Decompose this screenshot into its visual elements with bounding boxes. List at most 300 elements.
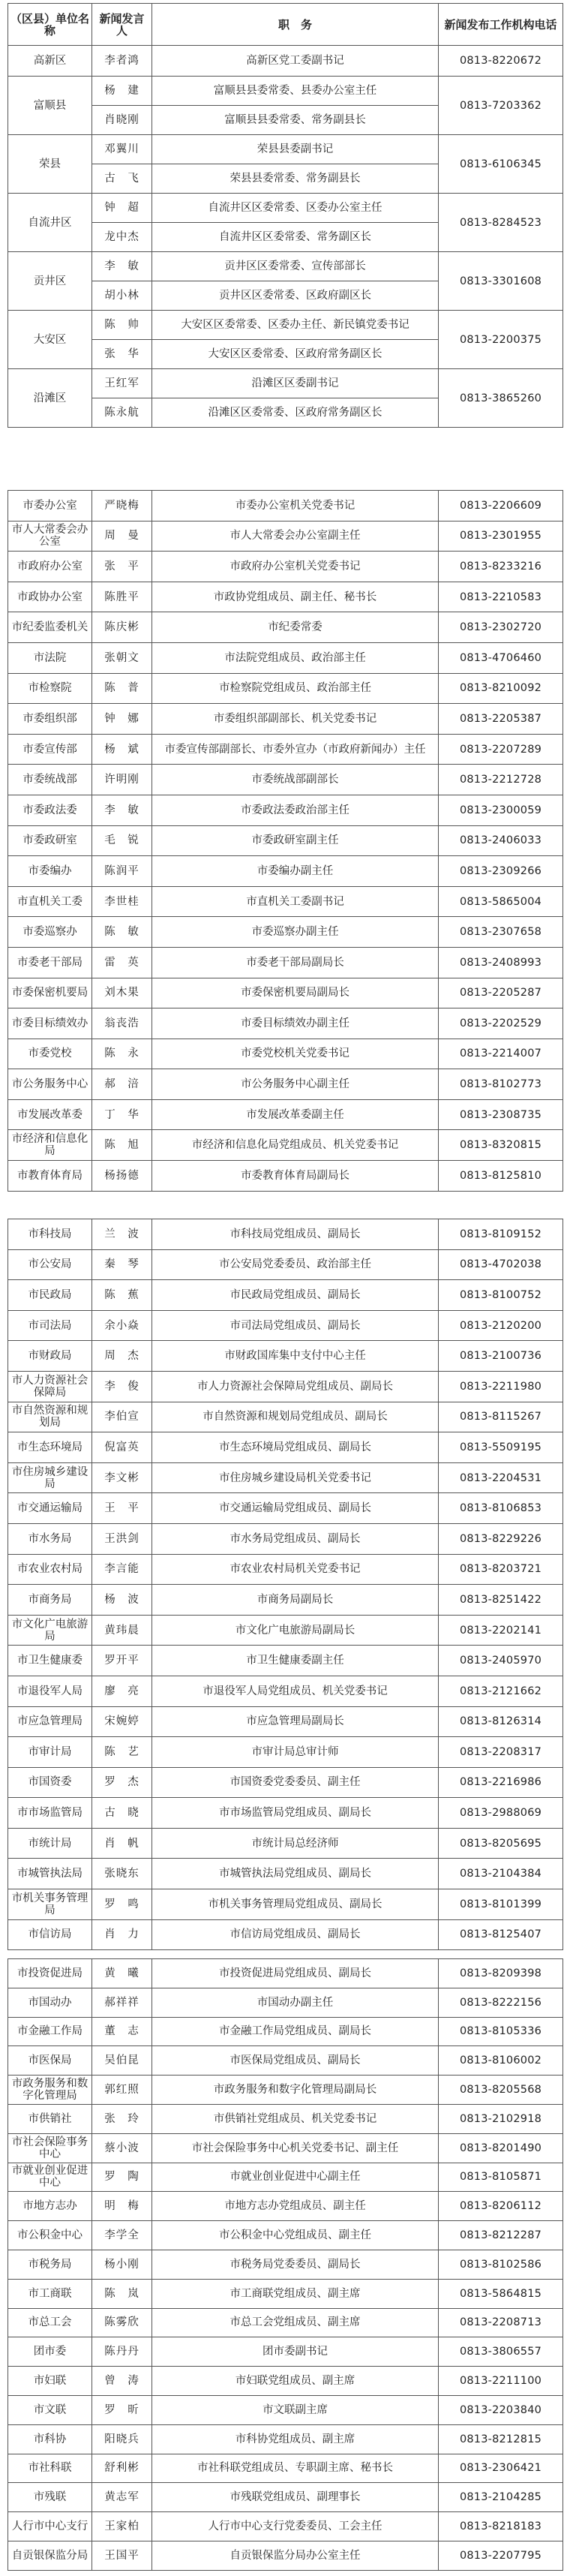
position-cell: 市总工会党组成员、副主席 [152, 2308, 439, 2337]
unit-name-cell: 市信访局 [8, 1919, 92, 1950]
district-spokesperson-table [8, 3, 563, 428]
position-cell: 市财政国库集中支付中心主任 [152, 1341, 439, 1372]
table-row [8, 491, 563, 522]
phone-cell: 0813-2406033 [439, 825, 563, 856]
spokesperson-name-cell: 罗开平 [92, 1646, 152, 1676]
phone-cell: 0813-8102586 [439, 2250, 563, 2279]
unit-name-cell: 市交通运输局 [8, 1493, 92, 1524]
unit-name-cell: 自贡银保监分局 [8, 2541, 92, 2570]
position-cell: 市经济和信息化局党组成员、机关党委书记 [152, 1130, 439, 1161]
spokesperson-name-cell: 郝 涪 [92, 1069, 152, 1100]
phone-cell: 0813-2206609 [439, 491, 563, 522]
phone-cell: 0813-8206112 [439, 2192, 563, 2221]
position-cell: 市委统战部副部长 [152, 765, 439, 795]
table-row [8, 1767, 563, 1798]
position-cell: 市国资委党委委员、副主任 [152, 1767, 439, 1798]
table-row [8, 1585, 563, 1616]
table-row [8, 642, 563, 673]
phone-cell: 0813-2121662 [439, 1676, 563, 1706]
spokesperson-name-cell: 吴伯昆 [92, 2046, 152, 2076]
table-row [8, 77, 563, 106]
table-row [8, 947, 563, 978]
spokesperson-name-cell: 罗 陶 [92, 2163, 152, 2192]
position-cell: 市检察院党组成员、政治部主任 [152, 673, 439, 704]
phone-cell: 0813-2302720 [439, 612, 563, 643]
phone-cell: 0813-2203840 [439, 2395, 563, 2424]
unit-name-cell: 市自然资源和规划局 [8, 1402, 92, 1432]
position-cell: 市委政研室副主任 [152, 825, 439, 856]
table-row [8, 1706, 563, 1737]
table-row [8, 917, 563, 948]
position-cell: 沿滩区区委副书记 [152, 369, 439, 398]
position-cell: 荣县县委副书记 [152, 135, 439, 164]
spokesperson-name-cell: 杨 波 [92, 1585, 152, 1616]
table-row [8, 2395, 563, 2424]
position-cell: 市纪委常委 [152, 612, 439, 643]
spokesperson-name-cell: 舒利彬 [92, 2454, 152, 2483]
unit-name-cell: 市检察院 [8, 673, 92, 704]
position-cell: 市委宣传部副部长、市委外宣办（市政府新闻办）主任 [152, 734, 439, 765]
position-cell: 富顺县县委常委、常务副县长 [152, 106, 439, 135]
unit-name-cell: 市供销社 [8, 2104, 92, 2133]
phone-cell: 0813-8218183 [439, 2512, 563, 2541]
phone-cell: 0813-8100752 [439, 1280, 563, 1311]
phone-cell: 0813-2307658 [439, 917, 563, 948]
spokesperson-name-cell: 杨扬德 [92, 1161, 152, 1192]
table-row [8, 1676, 563, 1706]
position-cell: 市国动办副主任 [152, 1988, 439, 2017]
phone-cell: 0813-7203362 [439, 77, 563, 135]
spokesperson-name-cell: 黄 曦 [92, 1959, 152, 1988]
phone-cell: 0813-3301608 [439, 252, 563, 311]
phone-cell: 0813-2308735 [439, 1099, 563, 1130]
unit-name-cell: 市发展改革委 [8, 1099, 92, 1130]
phone-cell: 0813-8203721 [439, 1554, 563, 1585]
unit-name-cell: 大安区 [8, 311, 92, 369]
phone-cell: 0813-8212815 [439, 2424, 563, 2454]
spokesperson-name-cell: 郭红照 [92, 2076, 152, 2105]
table-row [8, 1828, 563, 1859]
position-cell: 自流井区区委常委、常务副区长 [152, 223, 439, 252]
phone-cell: 0813-2988069 [439, 1798, 563, 1829]
phone-cell: 0813-5864815 [439, 2279, 563, 2308]
unit-name-cell: 富顺县 [8, 77, 92, 135]
header-position: 职 务 [152, 4, 439, 46]
phone-cell: 0813-2211100 [439, 2367, 563, 2396]
spokesperson-name-cell: 陈雾欣 [92, 2308, 152, 2337]
phone-cell: 0813-4702038 [439, 1249, 563, 1280]
unit-name-cell: 市生态环境局 [8, 1432, 92, 1463]
spokesperson-name-cell: 张 玲 [92, 2104, 152, 2133]
municipal-party-organs-table [8, 490, 563, 1192]
unit-name-cell: 市总工会 [8, 2308, 92, 2337]
unit-name-cell: 高新区 [8, 46, 92, 77]
spokesperson-name-cell: 张 华 [92, 340, 152, 369]
spokesperson-name-cell: 陈丹丹 [92, 2337, 152, 2367]
phone-cell: 0813-8201490 [439, 2133, 563, 2163]
table-row [8, 2017, 563, 2046]
phone-cell: 0813-8125407 [439, 1919, 563, 1950]
table-row [8, 2279, 563, 2308]
position-cell: 团市委副书记 [152, 2337, 439, 2367]
phone-cell: 0813-8229226 [439, 1523, 563, 1554]
header-person: 新闻发言人 [92, 4, 152, 46]
spokesperson-name-cell: 余小焱 [92, 1310, 152, 1341]
unit-name-cell: 荣县 [8, 135, 92, 194]
spokesperson-name-cell: 黄志军 [92, 2483, 152, 2512]
table-row [8, 1432, 563, 1463]
unit-name-cell: 市委巡察办 [8, 917, 92, 948]
table-row [8, 1493, 563, 1524]
unit-name-cell: 市政府办公室 [8, 552, 92, 582]
spokesperson-name-cell: 秦 琴 [92, 1249, 152, 1280]
phone-cell: 0813-2309266 [439, 856, 563, 887]
position-cell: 沿滩区区委常委、区政府常务副区长 [152, 398, 439, 428]
table-row [8, 765, 563, 795]
spokesperson-name-cell: 肖 力 [92, 1919, 152, 1950]
position-cell: 市文化广电旅游局副局长 [152, 1615, 439, 1646]
unit-name-cell: 贡井区 [8, 252, 92, 311]
position-cell: 市税务局党委委员、副局长 [152, 2250, 439, 2279]
spokesperson-name-cell: 李言能 [92, 1554, 152, 1585]
position-cell: 市政协党组成员、副主任、秘书长 [152, 582, 439, 612]
phone-cell: 0813-2207289 [439, 734, 563, 765]
unit-name-cell: 市民政局 [8, 1280, 92, 1311]
unit-name-cell: 市机关事务管理局 [8, 1889, 92, 1920]
unit-name-cell: 市文化广电旅游局 [8, 1615, 92, 1646]
position-cell: 市供销社党组成员、机关党委书记 [152, 2104, 439, 2133]
phone-cell: 0813-8205695 [439, 1828, 563, 1859]
phone-cell: 0813-5509195 [439, 1432, 563, 1463]
table-row [8, 1099, 563, 1130]
spokesperson-name-cell: 邓翼川 [92, 135, 152, 164]
spokesperson-name-cell: 陈 旭 [92, 1130, 152, 1161]
unit-name-cell: 市投资促进局 [8, 1959, 92, 1988]
unit-name-cell: 市金融工作局 [8, 2017, 92, 2046]
spokesperson-name-cell: 李 敏 [92, 252, 152, 281]
table-row [8, 521, 563, 552]
phone-cell: 0813-8106002 [439, 2046, 563, 2076]
unit-name-cell: 市人力资源社会保障局 [8, 1371, 92, 1402]
table-row [8, 978, 563, 1008]
unit-name-cell: 人行市中心支行 [8, 2512, 92, 2541]
spokesperson-name-cell: 张 平 [92, 552, 152, 582]
spokesperson-name-cell: 倪富英 [92, 1432, 152, 1463]
unit-name-cell: 市公安局 [8, 1249, 92, 1280]
unit-name-cell: 市残联 [8, 2483, 92, 2512]
spokesperson-name-cell: 钟 超 [92, 194, 152, 223]
table-row [8, 856, 563, 887]
phone-cell: 0813-8233216 [439, 552, 563, 582]
phone-cell: 0813-8109152 [439, 1219, 563, 1250]
table-row [8, 1889, 563, 1920]
spokesperson-name-cell: 曾 涛 [92, 2367, 152, 2396]
table-row [8, 2337, 563, 2367]
position-cell: 市委政法委政治部主任 [152, 795, 439, 825]
phone-cell: 0813-2214007 [439, 1039, 563, 1069]
table-row [8, 2367, 563, 2396]
phone-cell: 0813-8106853 [439, 1493, 563, 1524]
position-cell: 市人力资源社会保障局党组成员、副局长 [152, 1371, 439, 1402]
position-cell: 人行市中心支行党委委员、工会主任 [152, 2512, 439, 2541]
position-cell: 市退役军人局党组成员、机关党委书记 [152, 1676, 439, 1706]
position-cell: 市城管执法局党组成员、副局长 [152, 1859, 439, 1889]
position-cell: 市自然资源和规划局党组成员、副局长 [152, 1402, 439, 1432]
unit-name-cell: 市科协 [8, 2424, 92, 2454]
spokesperson-name-cell: 周 杰 [92, 1341, 152, 1372]
unit-name-cell: 市城管执法局 [8, 1859, 92, 1889]
table-row [8, 1341, 563, 1372]
position-cell: 市科技局党组成员、副局长 [152, 1219, 439, 1250]
spokesperson-name-cell: 宋婉婷 [92, 1706, 152, 1737]
position-cell: 市发展改革委副主任 [152, 1099, 439, 1130]
phone-cell: 0813-2104285 [439, 2483, 563, 2512]
position-cell: 市委党校机关党委书记 [152, 1039, 439, 1069]
header-phone: 新闻发布工作机构电话 [439, 4, 563, 46]
phone-cell: 0813-2212728 [439, 765, 563, 795]
position-cell: 市委老干部局副局长 [152, 947, 439, 978]
spokesperson-name-cell: 罗 杰 [92, 1767, 152, 1798]
unit-name-cell: 市医保局 [8, 2046, 92, 2076]
table-row [8, 734, 563, 765]
position-cell: 市政府办公室机关党委书记 [152, 552, 439, 582]
position-cell: 市农业农村局机关党委书记 [152, 1554, 439, 1585]
position-cell: 市委办公室机关党委书记 [152, 491, 439, 522]
table-row [8, 194, 563, 223]
spokesperson-name-cell: 杨小刚 [92, 2250, 152, 2279]
header-unit: （区县）单位名称 [8, 4, 92, 46]
position-cell: 市公务服务中心副主任 [152, 1069, 439, 1100]
position-cell: 市生态环境局党组成员、副局长 [152, 1432, 439, 1463]
spokesperson-name-cell: 廖 亮 [92, 1676, 152, 1706]
spokesperson-name-cell: 陈 岚 [92, 2279, 152, 2308]
phone-cell: 0813-8125810 [439, 1161, 563, 1192]
position-cell: 市政务服务和数字化管理局副局长 [152, 2076, 439, 2105]
spokesperson-name-cell: 陈 普 [92, 673, 152, 704]
phone-cell: 0813-2210583 [439, 582, 563, 612]
position-cell: 市文联副主席 [152, 2395, 439, 2424]
phone-cell: 0813-8284523 [439, 194, 563, 252]
phone-cell: 0813-8212287 [439, 2221, 563, 2250]
table-row [8, 1988, 563, 2017]
phone-cell: 0813-8220672 [439, 46, 563, 77]
table-row [8, 2163, 563, 2192]
position-cell: 市商务局副局长 [152, 1585, 439, 1616]
position-cell: 市信访局党组成员、副局长 [152, 1919, 439, 1950]
spokesperson-name-cell: 钟 娜 [92, 704, 152, 735]
phone-cell: 0813-2102918 [439, 2104, 563, 2133]
position-cell: 市委目标绩效办副主任 [152, 1008, 439, 1039]
position-cell: 市社科联党组成员、专职副主席、秘书长 [152, 2454, 439, 2483]
spokesperson-name-cell: 李世桂 [92, 886, 152, 917]
phone-cell: 0813-2207795 [439, 2541, 563, 2570]
spokesperson-name-cell: 陈 艺 [92, 1737, 152, 1768]
spokesperson-name-cell: 古 晓 [92, 1798, 152, 1829]
position-cell: 市委保密机要局副局长 [152, 978, 439, 1008]
position-cell: 市委巡察办副主任 [152, 917, 439, 948]
table-row [8, 2192, 563, 2221]
position-cell: 市公安局党委委员、政治部主任 [152, 1249, 439, 1280]
spokesperson-name-cell: 陈庆彬 [92, 612, 152, 643]
position-cell: 自贡银保监分局办公室主任 [152, 2541, 439, 2570]
table-row [8, 825, 563, 856]
table-row [8, 612, 563, 643]
phone-cell: 0813-8222156 [439, 1988, 563, 2017]
position-cell: 市委编办副主任 [152, 856, 439, 887]
spokesperson-name-cell: 李学全 [92, 2221, 152, 2250]
unit-name-cell: 团市委 [8, 2337, 92, 2367]
unit-name-cell: 市商务局 [8, 1585, 92, 1616]
table-row [8, 1737, 563, 1768]
spokesperson-name-cell: 蔡小波 [92, 2133, 152, 2163]
phone-cell: 0813-2120200 [439, 1310, 563, 1341]
unit-name-cell: 市直机关工委 [8, 886, 92, 917]
table-row [8, 1646, 563, 1676]
spokesperson-name-cell: 李者鸿 [92, 46, 152, 77]
spokesperson-name-cell: 明 梅 [92, 2192, 152, 2221]
table-row [8, 2541, 563, 2570]
spokesperson-name-cell: 张晓东 [92, 1859, 152, 1889]
position-cell: 高新区党工委副书记 [152, 46, 439, 77]
spokesperson-name-cell: 王红军 [92, 369, 152, 398]
position-cell: 市机关事务管理局党组成员、副局长 [152, 1889, 439, 1920]
unit-name-cell: 市委统战部 [8, 765, 92, 795]
table-row [8, 2512, 563, 2541]
spokesperson-name-cell: 刘木果 [92, 978, 152, 1008]
position-cell: 市科协党组成员、副主席 [152, 2424, 439, 2454]
unit-name-cell: 市农业农村局 [8, 1554, 92, 1585]
phone-cell: 0813-2200375 [439, 311, 563, 369]
spokesperson-name-cell: 陈 永 [92, 1039, 152, 1069]
unit-name-cell: 市统计局 [8, 1828, 92, 1859]
position-cell: 市水务局党组成员、副局长 [152, 1523, 439, 1554]
table-row [8, 1280, 563, 1311]
phone-cell: 0813-2216986 [439, 1767, 563, 1798]
table-row [8, 2221, 563, 2250]
table-row [8, 552, 563, 582]
position-cell: 荣县县委常委、常务副县长 [152, 164, 439, 194]
spokesperson-name-cell: 毛 锐 [92, 825, 152, 856]
spokesperson-name-cell: 董 志 [92, 2017, 152, 2046]
position-cell: 市金融工作局党组成员、副局长 [152, 2017, 439, 2046]
unit-name-cell: 市社会保险事务中心 [8, 2133, 92, 2163]
position-cell: 市医保局党组成员、副局长 [152, 2046, 439, 2076]
spokesperson-name-cell: 杨 建 [92, 77, 152, 106]
table-header-row [8, 4, 563, 46]
table-row [8, 1069, 563, 1100]
unit-name-cell: 市经济和信息化局 [8, 1130, 92, 1161]
unit-name-cell: 市科技局 [8, 1219, 92, 1250]
table-row [8, 1554, 563, 1585]
phone-cell: 0813-2408993 [439, 947, 563, 978]
table-row [8, 2046, 563, 2076]
position-cell: 贡井区区委常委、宣传部部长 [152, 252, 439, 281]
unit-name-cell: 市委保密机要局 [8, 978, 92, 1008]
table-row [8, 1919, 563, 1950]
unit-name-cell: 市委编办 [8, 856, 92, 887]
table-row [8, 1462, 563, 1493]
table-row [8, 1249, 563, 1280]
phone-cell: 0813-2208713 [439, 2308, 563, 2337]
unit-name-cell: 市委宣传部 [8, 734, 92, 765]
unit-name-cell: 市社科联 [8, 2454, 92, 2483]
unit-name-cell: 市司法局 [8, 1310, 92, 1341]
spokesperson-name-cell: 罗 昕 [92, 2395, 152, 2424]
spokesperson-name-cell: 陈润平 [92, 856, 152, 887]
table-row [8, 2250, 563, 2279]
table-row [8, 135, 563, 164]
unit-name-cell: 市法院 [8, 642, 92, 673]
unit-name-cell: 市国动办 [8, 1988, 92, 2017]
spokesperson-name-cell: 李 敏 [92, 795, 152, 825]
unit-name-cell: 市教育体育局 [8, 1161, 92, 1192]
table-row [8, 2104, 563, 2133]
table-row [8, 795, 563, 825]
unit-name-cell: 市退役军人局 [8, 1676, 92, 1706]
phone-cell: 0813-2211980 [439, 1371, 563, 1402]
spokesperson-name-cell: 陈 敏 [92, 917, 152, 948]
spokesperson-name-cell: 兰 波 [92, 1219, 152, 1250]
table-row [8, 1959, 563, 1988]
position-cell: 贡井区区委常委、区政府副区长 [152, 281, 439, 311]
spokesperson-name-cell: 陈胜平 [92, 582, 152, 612]
unit-name-cell: 市政务服务和数字化管理局 [8, 2076, 92, 2105]
unit-name-cell: 市委党校 [8, 1039, 92, 1069]
position-cell: 市审计局总审计师 [152, 1737, 439, 1768]
unit-name-cell: 市住房城乡建设局 [8, 1462, 92, 1493]
phone-cell: 0813-2104384 [439, 1859, 563, 1889]
spokesperson-name-cell: 胡小林 [92, 281, 152, 311]
table-row [8, 1523, 563, 1554]
spokesperson-name-cell: 古 飞 [92, 164, 152, 194]
spokesperson-name-cell: 王洪剑 [92, 1523, 152, 1554]
phone-cell: 0813-2301955 [439, 521, 563, 552]
phone-cell: 0813-8209398 [439, 1959, 563, 1988]
phone-cell: 0813-8251422 [439, 1585, 563, 1616]
position-cell: 市住房城乡建设局机关党委书记 [152, 1462, 439, 1493]
position-cell: 市司法局党组成员、副局长 [152, 1310, 439, 1341]
position-cell: 市交通运输局党组成员、副局长 [152, 1493, 439, 1524]
unit-name-cell: 自流井区 [8, 194, 92, 252]
position-cell: 市直机关工委副书记 [152, 886, 439, 917]
unit-name-cell: 市工商联 [8, 2279, 92, 2308]
unit-name-cell: 市市场监管局 [8, 1798, 92, 1829]
position-cell: 市地方志办党组成员、副主任 [152, 2192, 439, 2221]
unit-name-cell: 市水务局 [8, 1523, 92, 1554]
unit-name-cell: 市委办公室 [8, 491, 92, 522]
unit-name-cell: 市文联 [8, 2395, 92, 2424]
spokesperson-name-cell: 肖晓刚 [92, 106, 152, 135]
position-cell: 自流井区区委常委、区委办公室主任 [152, 194, 439, 223]
position-cell: 市社会保险事务中心机关党委书记、副主任 [152, 2133, 439, 2163]
phone-cell: 0813-8320815 [439, 1130, 563, 1161]
phone-cell: 0813-2205287 [439, 978, 563, 1008]
position-cell: 市就业创业促进中心副主任 [152, 2163, 439, 2192]
table-row [8, 1371, 563, 1402]
unit-name-cell: 市财政局 [8, 1341, 92, 1372]
spokesperson-name-cell: 陈永航 [92, 398, 152, 428]
spokesperson-name-cell: 雷 英 [92, 947, 152, 978]
unit-name-cell: 市委政法委 [8, 795, 92, 825]
phone-cell: 0813-8102773 [439, 1069, 563, 1100]
unit-name-cell: 市公务服务中心 [8, 1069, 92, 1100]
table-row [8, 1615, 563, 1646]
phone-cell: 0813-3865260 [439, 369, 563, 428]
unit-name-cell: 市卫生健康委 [8, 1646, 92, 1676]
table-row [8, 1039, 563, 1069]
spokesperson-name-cell: 李伯宣 [92, 1402, 152, 1432]
table-row [8, 1008, 563, 1039]
